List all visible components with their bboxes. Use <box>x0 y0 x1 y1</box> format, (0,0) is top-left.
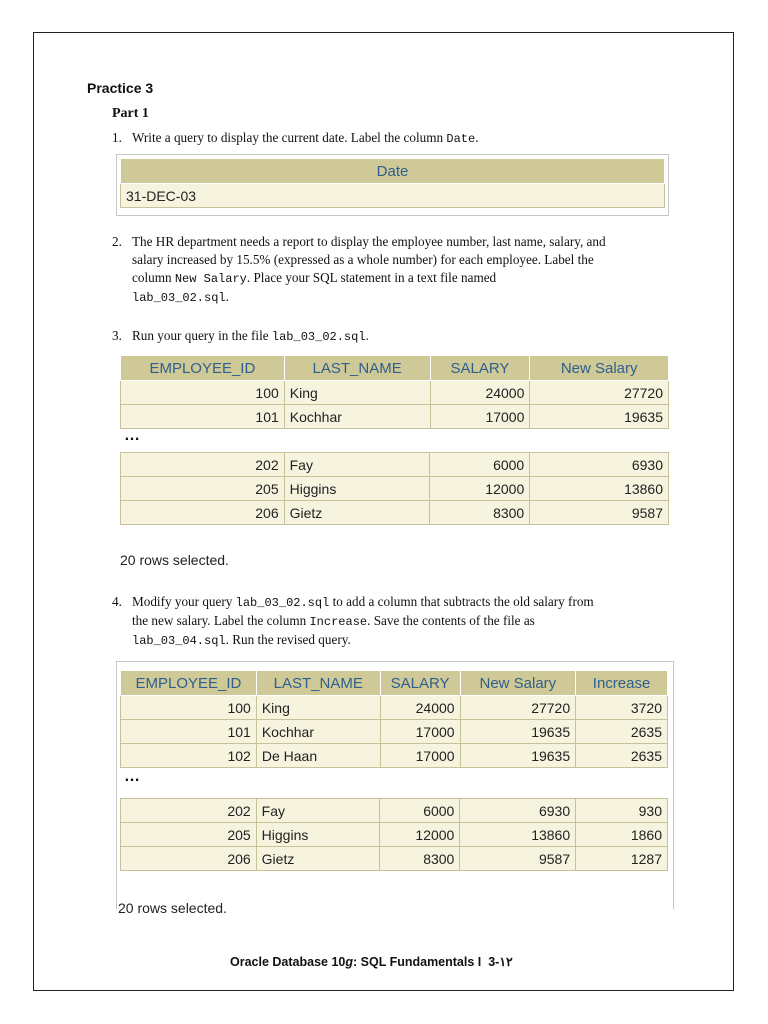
column-header-employee-id: EMPLOYEE_ID <box>121 671 257 696</box>
question-number: 4. <box>112 594 122 609</box>
results-table-2-top <box>120 670 668 768</box>
column-header-last-name: LAST_NAME <box>284 356 430 381</box>
date-value-cell: 31-DEC-03 <box>121 184 665 208</box>
column-header-date: Date <box>121 159 665 184</box>
question-number: 2. <box>112 234 122 249</box>
rows-selected-text: 20 rows selected. <box>120 552 229 568</box>
table-row: 205 Higgins 12000 13860 <box>121 477 669 501</box>
table-row: 202 Fay 6000 6930 <box>121 453 669 477</box>
question-text: Modify your query lab_03_02.sql to add a column that subtracts the old salary from the new salary. Label the column Increase. Save the contents of the file as lab_03_04.sql. Run the revised query. <box>132 594 594 648</box>
question-text: Write a query to display the current date. Label the column Date. <box>132 130 479 146</box>
column-header-increase: Increase <box>576 671 668 696</box>
code-text: lab_03_02.sql <box>235 596 330 610</box>
code-text: lab_03_02.sql <box>132 291 226 305</box>
part-title: Part 1 <box>112 106 149 121</box>
question-3 <box>112 327 712 347</box>
column-header-salary: SALARY <box>380 671 460 696</box>
page-number: 3-١٢ <box>488 955 513 969</box>
code-text: lab_03_04.sql <box>132 634 226 648</box>
table-row: 206 Gietz 8300 9587 1287 <box>121 847 668 871</box>
table-row: 101 Kochhar 17000 19635 2635 <box>121 720 668 744</box>
question-number: 1. <box>112 130 122 145</box>
results-table-1-bottom <box>120 452 669 525</box>
results-table-2-bottom <box>120 798 668 871</box>
table-row: 100 King 24000 27720 3720 <box>121 696 668 720</box>
code-text: lab_03_02.sql <box>271 330 366 344</box>
question-4 <box>112 593 712 651</box>
column-header-new-salary: New Salary <box>530 356 669 381</box>
table-row: 101 Kochhar 17000 19635 <box>121 405 669 429</box>
column-header-employee-id: EMPLOYEE_ID <box>121 356 285 381</box>
table-row: 102 De Haan 17000 19635 2635 <box>121 744 668 768</box>
date-table <box>120 158 665 208</box>
code-text: Date <box>446 132 476 146</box>
question-1 <box>112 129 712 149</box>
results-table-1-top <box>120 355 669 429</box>
question-text: Run your query in the file lab_03_02.sql. <box>132 328 369 344</box>
rows-selected-text: 20 rows selected. <box>118 900 227 916</box>
table-row: 206 Gietz 8300 9587 <box>121 501 669 525</box>
column-header-salary: SALARY <box>430 356 530 381</box>
column-header-new-salary: New Salary <box>460 671 576 696</box>
page-footer: Oracle Database 10g: SQL Fundamentals I 3-١٢ <box>230 955 513 969</box>
table-row: 100 King 24000 27720 <box>121 381 669 405</box>
column-header-last-name: LAST_NAME <box>256 671 380 696</box>
table-row: 205 Higgins 12000 13860 1860 <box>121 823 668 847</box>
table-row: 202 Fay 6000 6930 930 <box>121 799 668 823</box>
practice-title: Practice 3 <box>87 80 154 96</box>
question-number: 3. <box>112 328 122 343</box>
question-2 <box>112 233 712 309</box>
code-text: New Salary <box>174 272 247 286</box>
rows-omitted-ellipsis: … <box>124 768 141 785</box>
question-text: The HR department needs a report to display the employee number, last name, salary, and salary increased by 15.5% (expressed as a whole number) for each employee. Label the column New Salary. Place your SQL statement in a text file named lab_03_02.sql. <box>132 234 606 305</box>
rows-omitted-ellipsis: … <box>124 427 141 444</box>
code-text: Increase <box>309 615 368 629</box>
